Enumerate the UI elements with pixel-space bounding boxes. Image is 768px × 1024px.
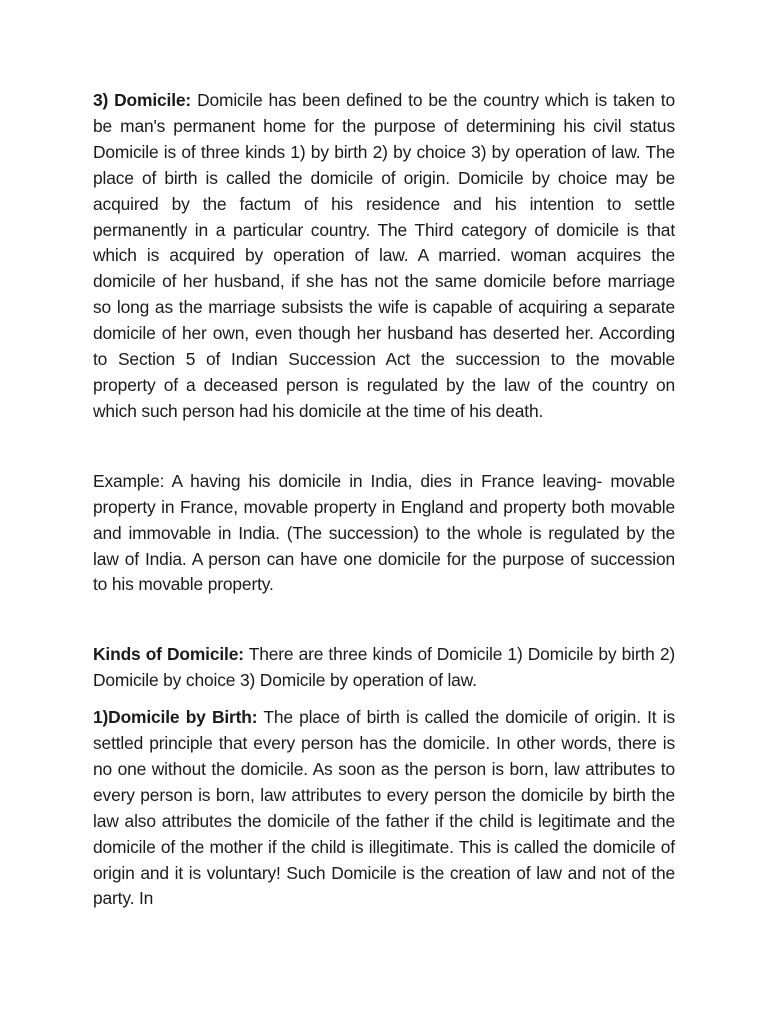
paragraph-text: There are three kinds of Domicile 1) Domicile by birth 2) Domicile by choice 3) Domicile by operation of law. [93,644,675,691]
paragraph-kinds-of-domicile [93,642,675,694]
paragraph-heading: 3) Domicile: [93,90,192,110]
paragraph-text: Domicile has been defined to be the country which is taken to be man's permanent home for the purpose of determining his civil status Domicile is of three kinds 1) by birth 2) by choice 3) by operation of law. The place of birth is called the domicile of origin. Domicile by choice may be acquired by the factum of his residence and his intention to settle permanently in a particular country. The Third category of domicile is that which is acquired by operation of law. A married. woman acquires the domicile of her husband, if she has not the same domicile before marriage so long as the marriage subsists the wife is capable of acquiring a separate domicile of her own, even though her husband has deserted her. According to Section 5 of Indian Succession Act the succession to the movable property of a deceased person is regulated by the law of the country on which such person had his domicile at the time of his death. [93,90,675,421]
paragraph-heading: 1)Domicile by Birth: [93,707,258,728]
paragraph-heading: Kinds of Domicile: [93,644,244,665]
document-page [93,88,675,912]
paragraph-text: The place of birth is called the domicile of origin. It is settled principle that every person has the domicile. In other words, there is no one without the domicile. As soon as the person is born, law attributes to every person is born, law attributes to every person the domicile by birth the law also attributes the domicile of the father if the child is legitimate and the domicile of the mother if the child is illegitimate. This is called the domicile of origin and it is voluntary! Such Domicile is the creation of law and not of the party. In [93,707,675,909]
paragraph-example [93,469,675,599]
paragraph-text: Example: A having his domicile in India, dies in France leaving- movable property in France, movable property in England and property both movable and immovable in India. (The succession) to the whole is regulated by the law of India. A person can have one domicile for the purpose of succession to his movable property. [93,470,675,595]
paragraph-domicile [93,88,675,425]
paragraph-domicile-by-birth [93,705,675,912]
